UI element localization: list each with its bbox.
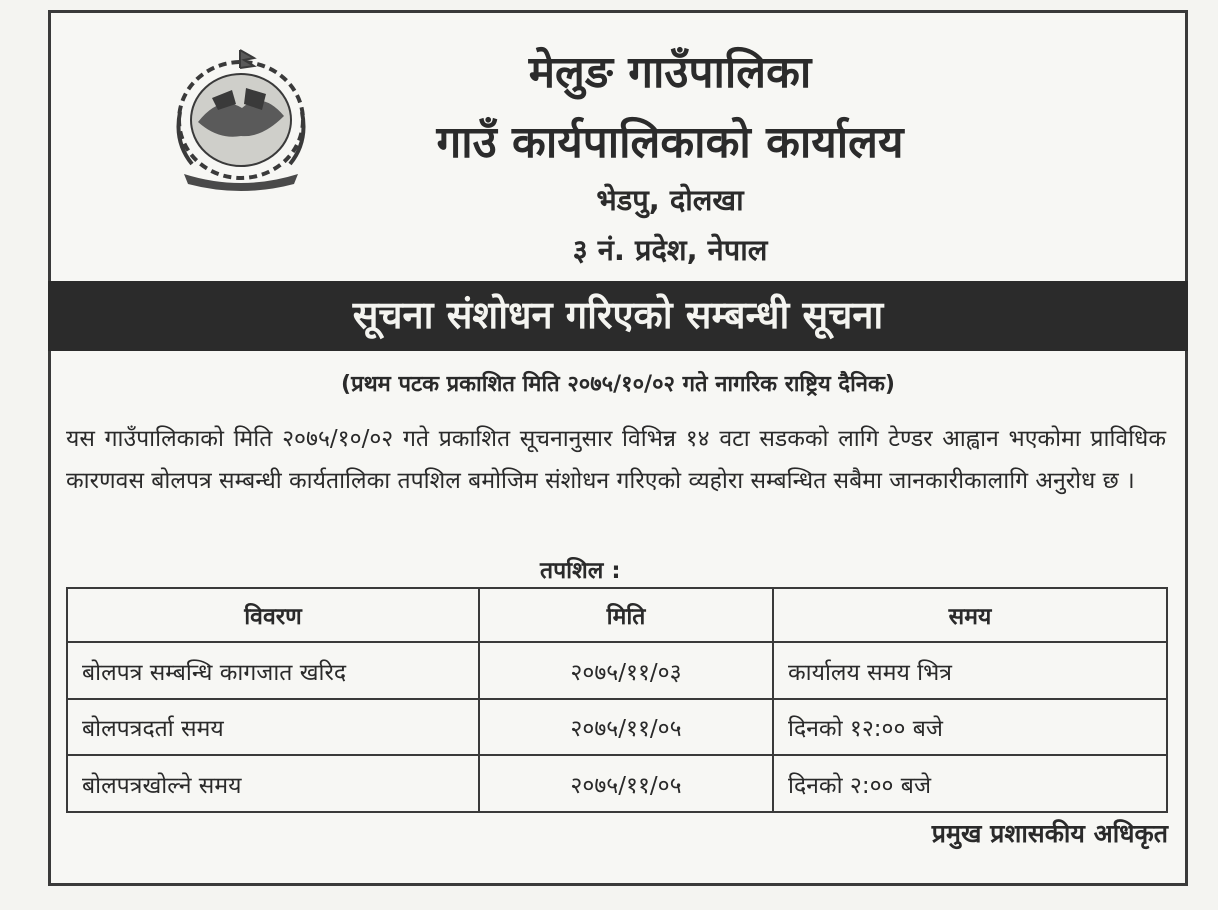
table-cell-date: २०७५/११/०३ xyxy=(479,642,773,699)
table-cell-time: कार्यालय समय भित्र xyxy=(773,642,1167,699)
table-row xyxy=(67,699,1167,756)
table-cell-description: बोलपत्रदर्ता समय xyxy=(67,699,479,756)
office-address: भेडपु, दोलखा xyxy=(596,183,744,217)
table-cell-time: दिनको १२:०० बजे xyxy=(773,699,1167,756)
notice-body-text: यस गाउँपालिकाको मिति २०७५/१०/०२ गते प्रकाशित सूचनानुसार विभिन्न १४ वटा सडकको लागि टेण्डर आह्वान भएकोमा प्राविधिक कारणवस बोलपत्र सम्बन्धी कार्यतालिका तपशिल बमोजिम संशोधन गरिएको व्यहोरा सम्बन्धित सबैमा जानकारीकालागि अनुरोध छ । xyxy=(66,426,1166,494)
province-country: ३ नं. प्रदेश, नेपाल xyxy=(572,233,768,267)
column-header-date: मिति xyxy=(479,588,773,642)
table-cell-date: २०७५/११/०५ xyxy=(479,755,773,812)
signatory-title: प्रमुख प्रशासकीय अधिकृत xyxy=(931,819,1168,848)
municipality-name: मेलुङ गाउँपालिका xyxy=(528,47,812,98)
first-publication-note: (प्रथम पटक प्रकाशित मिति २०७५/१०/०२ गते नागरिक राष्ट्रिय दैनिक) xyxy=(341,372,895,397)
table-header-row xyxy=(67,588,1167,642)
office-name: गाउँ कार्यपालिकाको कार्यालय xyxy=(436,117,904,168)
nepal-government-emblem-icon xyxy=(162,42,320,192)
column-header-time: समय xyxy=(773,588,1167,642)
table-cell-date: २०७५/११/०५ xyxy=(479,699,773,756)
schedule-heading: तपशिल : xyxy=(540,558,621,584)
table-cell-description: बोलपत्रखोल्ने समय xyxy=(67,755,479,812)
notice-title-banner: सूचना संशोधन गरिएको सम्बन्धी सूचना xyxy=(48,281,1188,351)
schedule-table xyxy=(66,587,1168,813)
column-header-description: विवरण xyxy=(67,588,479,642)
table-row xyxy=(67,755,1167,812)
table-cell-description: बोलपत्र सम्बन्धि कागजात खरिद xyxy=(67,642,479,699)
table-cell-time: दिनको २:०० बजे xyxy=(773,755,1167,812)
table-row xyxy=(67,642,1167,699)
